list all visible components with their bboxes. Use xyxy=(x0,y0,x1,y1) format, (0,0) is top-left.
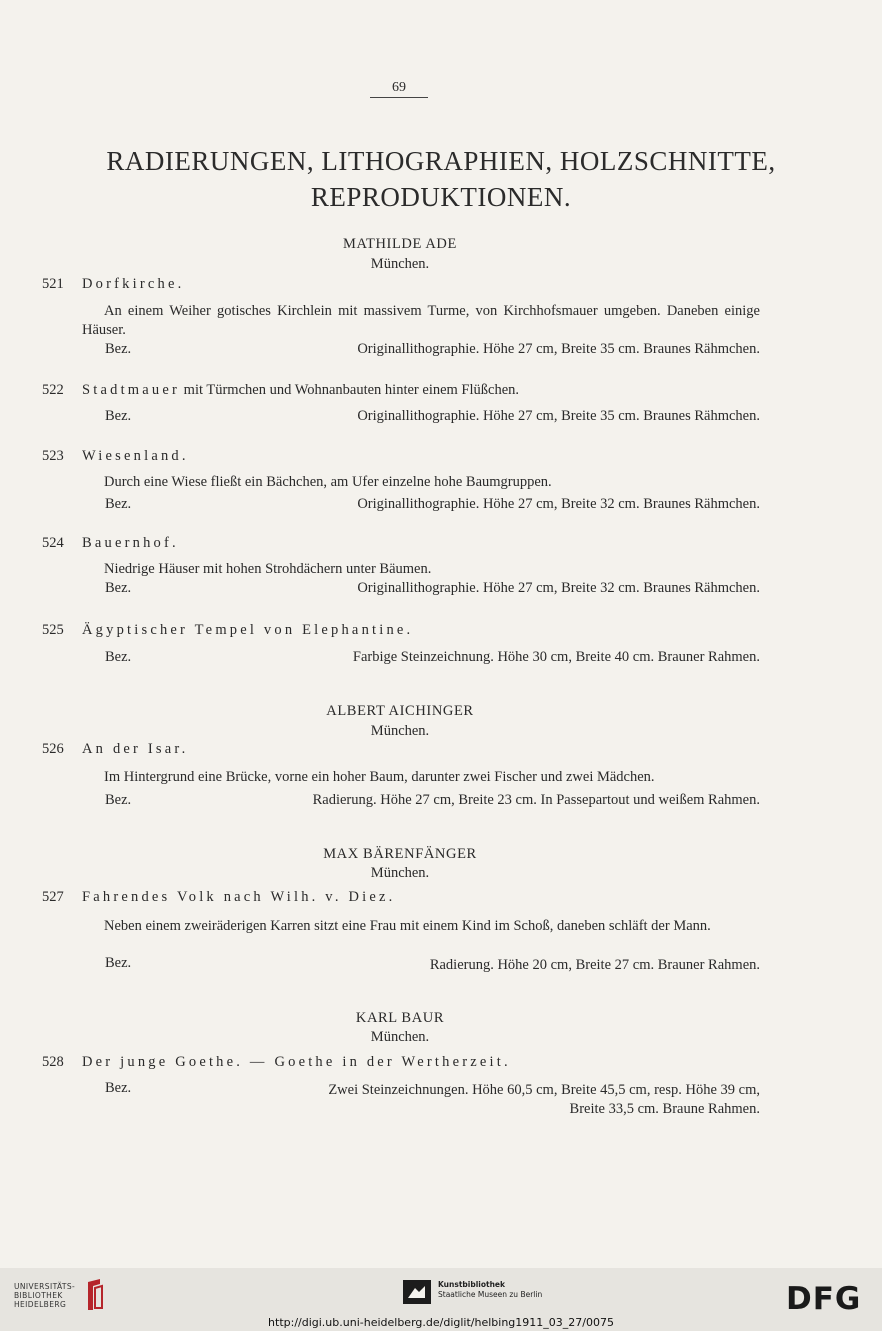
entry-number: 521 xyxy=(42,276,64,292)
entry-heading xyxy=(82,382,519,399)
artist-name: MAX BÄRENFÄNGER xyxy=(323,846,477,862)
page-title-line1: RADIERUNGEN, LITHOGRAPHIEN, HOLZSCHNITTE, xyxy=(106,146,776,176)
entry-signed: Bez. xyxy=(105,496,132,512)
entry-signed: Bez. xyxy=(105,341,132,357)
kb-name: Kunstbibliothek xyxy=(438,1280,506,1289)
entry-details: Farbige Steinzeichnung. Höhe 30 cm, Breite 40 cm. Brauner Rahmen. xyxy=(352,649,760,665)
entry-number: 527 xyxy=(42,889,64,905)
entry-details: Zwei Steinzeichnungen. Höhe 60,5 cm, Breite 45,5 cm, resp. Höhe 39 cm, xyxy=(328,1082,760,1098)
source-url[interactable]: http://digi.ub.uni-heidelberg.de/diglit/helbing1911_03_27/0075 xyxy=(268,1316,614,1329)
entry-details: Originallithographie. Höhe 27 cm, Breite 35 cm. Braunes Rähmchen. xyxy=(357,408,760,424)
artist-name: ALBERT AICHINGER xyxy=(326,703,474,719)
kunstbibliothek-logo-icon[interactable] xyxy=(403,1280,431,1304)
entry-title: Ägyptischer Tempel von Elephantine. xyxy=(82,622,414,638)
entry-details: Originallithographie. Höhe 27 cm, Breite 32 cm. Braunes Rähmchen. xyxy=(357,580,760,596)
entry-details: Originallithographie. Höhe 27 cm, Breite 35 cm. Braunes Rähmchen. xyxy=(357,341,760,357)
ub-heidelberg-label[interactable] xyxy=(14,1282,75,1309)
ub-heidelberg-logo-icon[interactable] xyxy=(84,1278,104,1312)
entry-title-rest: mit Türmchen und Wohnanbauten hinter einem Flüßchen. xyxy=(180,382,520,398)
entry-number: 526 xyxy=(42,741,64,757)
entry-details: Radierung. Höhe 27 cm, Breite 23 cm. In Passepartout und weißem Rahmen. xyxy=(312,792,760,808)
entry-number: 525 xyxy=(42,622,64,638)
ub-line2: BIBLIOTHEK xyxy=(14,1291,63,1300)
artist-city: München. xyxy=(370,723,430,739)
kb-sub: Staatliche Museen zu Berlin xyxy=(438,1290,543,1299)
entry-number: 522 xyxy=(42,382,64,398)
ub-line1: UNIVERSITÄTS- xyxy=(14,1282,76,1291)
entry-title: Wiesenland. xyxy=(82,448,189,464)
entry-signed: Bez. xyxy=(105,955,132,971)
entry-signed: Bez. xyxy=(105,792,132,808)
entry-signed: Bez. xyxy=(105,408,132,424)
entry-details: Originallithographie. Höhe 27 cm, Breite 32 cm. Braunes Rähmchen. xyxy=(357,496,760,512)
entry-title: Fahrendes Volk nach Wilh. v. Diez. xyxy=(82,889,396,905)
entry-details: Radierung. Höhe 20 cm, Breite 27 cm. Brauner Rahmen. xyxy=(429,957,760,973)
entry-description: An einem Weiher gotisches Kirchlein mit massivem Turme, von Kirchhofsmauer umgeben. Daneben einige Häuser. xyxy=(82,303,760,338)
page-title-line2: REPRODUKTIONEN. xyxy=(310,182,572,212)
artist-city: München. xyxy=(370,865,430,881)
entry-description: Durch eine Wiese fließt ein Bächchen, am Ufer einzelne hohe Baumgruppen. xyxy=(104,474,552,490)
entry-signed: Bez. xyxy=(105,649,132,665)
entry-description: Im Hintergrund eine Brücke, vorne ein hoher Baum, darunter zwei Fischer und zwei Mädchen. xyxy=(104,769,655,785)
entry-number: 523 xyxy=(42,448,64,464)
ub-line3: HEIDELBERG xyxy=(14,1300,67,1309)
footer-bar xyxy=(0,1268,882,1331)
page-number: 69 xyxy=(370,80,428,98)
artist-name: MATHILDE ADE xyxy=(343,236,457,252)
entry-details-continued: Breite 33,5 cm. Braune Rahmen. xyxy=(569,1101,760,1117)
entry-title: An der Isar. xyxy=(82,741,189,757)
entry-signed: Bez. xyxy=(105,580,132,596)
entry-title: Bauernhof. xyxy=(82,535,179,551)
entry-number: 524 xyxy=(42,535,64,551)
entry-title: Dorfkirche. xyxy=(82,276,185,292)
artist-name: KARL BAUR xyxy=(355,1010,445,1026)
entry-number: 528 xyxy=(42,1054,64,1070)
entry-signed: Bez. xyxy=(105,1080,132,1096)
kunstbibliothek-label[interactable] xyxy=(438,1280,542,1300)
artist-city: München. xyxy=(370,1029,430,1045)
entry-description: Niedrige Häuser mit hohen Strohdächern unter Bäumen. xyxy=(104,561,432,577)
artist-city: München. xyxy=(370,256,430,272)
entry-title: Stadtmauer xyxy=(82,382,181,398)
dfg-logo[interactable]: DFG xyxy=(786,1281,862,1317)
entry-title: Der junge Goethe. — Goethe in der Wertherzeit. xyxy=(82,1054,511,1070)
entry-description: Neben einem zweiräderigen Karren sitzt eine Frau mit einem Kind im Schoß, daneben schläft der Mann. xyxy=(104,918,711,934)
